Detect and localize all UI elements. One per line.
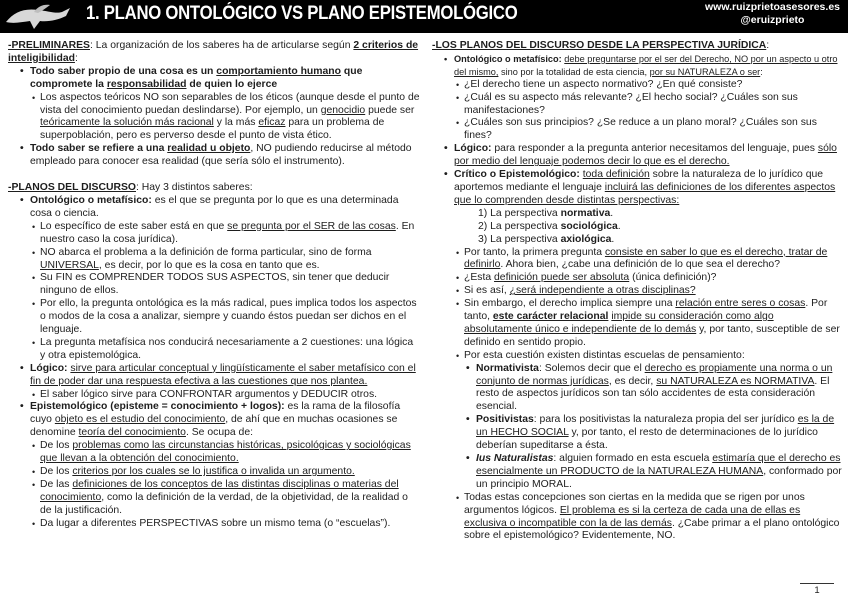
list-item: • De los criterios por los cuales se lo justifica o invalida un argumento. [8, 466, 420, 479]
list-item: • Todo saber se refiere a una realidad u objeto, NO pudiendo reducirse al método empleado para conocer esa realidad (que sería sólo el instrumento). [8, 143, 420, 169]
list-item: • La pregunta metafísica nos conducirá necesariamente a 2 cuestiones: una lógica y otra epistemológica. [8, 337, 420, 363]
list-item: • Su FIN es COMPRENDER TODOS SUS ASPECTOS, sin tener que deducir ninguno de ellos. [8, 272, 420, 298]
planos-intro: -PLANOS DEL DISCURSO: Hay 3 distintos saberes: [8, 182, 253, 194]
right-column [432, 40, 842, 543]
list-item: • Todas estas concepciones son ciertas en la medida que se rigen por unos argumentos lógicos. El problema es si la certeza de cada una de ellas es exclusiva o incompatible con la de las demás. ¿Cabe primar a el plano ontológico sobre el epistemológico? Evidentemente, NO. [432, 492, 842, 544]
twitter-handle: @eruizprieto [740, 14, 805, 26]
list-item: • Normativista: Solemos decir que el derecho es propiamente una norma o un conjunto de normas jurídicas, es decir, su NATURALEZA es NORMATIVA. El resto de aspectos jurídicos son tan sólo accidentes de esta consideración esencial. [432, 363, 842, 415]
page-number: 1 [800, 583, 834, 596]
numbered-item: 1) La perspectiva normativa. [478, 207, 614, 219]
website-text: www.ruizprietoasesores.es [705, 1, 840, 13]
preliminares-intro: -PRELIMINARES: La organización de los saberes ha de articularse según 2 criterios de inteligibilidad: [8, 40, 419, 64]
list-item: • ¿Cuáles son sus principios? ¿Se reduce a un plano moral? ¿Cuáles son sus fines? [432, 117, 842, 143]
numbered-item: 2) La perspectiva sociológica. [478, 220, 621, 232]
list-item: • Por ello, la pregunta ontológica es la más radical, pues implica todos los aspectos o modos de la cosa a analizar, siempre y cuando éstos puedan ser dichos en el lenguaje. [8, 298, 420, 337]
list-item: • ¿Esta definición puede ser absoluta (única definición)? [432, 272, 842, 285]
list-item: • Por esta cuestión existen distintas escuelas de pensamiento: [432, 350, 842, 363]
left-column [8, 40, 420, 531]
list-item: • Lógico: sirve para articular conceptual y lingüísticamente el saber metafísico con el fin de poder dar una respuesta efectiva a las cuestiones que nos plantea. [8, 363, 420, 389]
header-bar [0, 0, 848, 33]
list-item: • De las definiciones de los conceptos de las distintas disciplinas o materias del conocimiento, como la definición de la verdad, de la objetividad, de la realidad o de la justificación. [8, 479, 420, 518]
list-item: • Los aspectos teóricos NO son separables de los éticos (aunque desde el punto de vista del conocimiento puedan deslindarse). Por ejemplo, un genocidio puede ser teóricamente la solución más racional y la más eficaz para un problema de superpoblación, pero es perverso desde el punto de vista ético. [8, 92, 420, 144]
list-item: • Por tanto, la primera pregunta consiste en saber lo que es el derecho, tratar de definirlo. Ahora bien, ¿cabe una definición de lo que sea el derecho? [432, 247, 842, 273]
list-item: • Todo saber propio de una cosa es un comportamiento humano que compromete la responsabilidad de quien lo ejerce [8, 66, 420, 92]
list-item: • Lo específico de este saber está en que se pregunta por el SER de las cosas. En nuestro caso la cosa jurídica). [8, 221, 420, 247]
list-item: • ¿Cuál es su aspecto más relevante? ¿El hecho social? ¿Cuáles son sus manifestaciones? [432, 92, 842, 118]
bird-logo-icon [4, 2, 72, 31]
site-info [705, 1, 840, 27]
list-item: • Crítico o Epistemológico: toda definición sobre la naturaleza de lo jurídico que aportemos mediante el lenguaje incluirá las definiciones de los diferentes aspectos que lo comprenden desde distintas perspectivas: [432, 169, 842, 208]
list-item: • Si es así, ¿será independiente a otras disciplinas? [432, 285, 842, 298]
list-item: • Da lugar a diferentes PERSPECTIVAS sobre un mismo tema (o “escuelas”). [8, 518, 420, 531]
list-item: • Epistemológico (episteme = conocimiento + logos): es la rama de la filosofía cuyo objeto es el estudio del conocimiento, de ahí que en muchas ocasiones se denomine teoría del conocimiento. Se ocupa de: [8, 401, 420, 440]
section-heading: -LOS PLANOS DEL DISCURSO DESDE LA PERSPECTIVA JURÍDICA: [432, 40, 770, 51]
list-item: • Ius Naturalistas: alguien formado en esta escuela estimaría que el derecho es esencialmente un PRODUCTO de la NATURALEZA HUMANA, conformado por un principio MORAL. [432, 453, 842, 492]
list-item: • Positivistas: para los positivistas la naturaleza propia del ser jurídico es la de un HECHO SOCIAL y, por tanto, el resto de determinaciones de lo jurídico deberían supeditarse a ésta. [432, 414, 842, 453]
list-item: • El saber lógico sirve para CONFRONTAR argumentos y DEDUCIR otros. [8, 389, 420, 402]
page-title: 1. PLANO ONTOLÓGICO VS PLANO EPISTEMOLÓGICO [86, 3, 518, 24]
list-item: • Ontológico o metafísico: debe preguntarse por el ser del Derecho, NO por un aspecto u otro del mismo, sino por la totalidad de esta ciencia, por su NATURALEZA o ser: [432, 53, 842, 79]
list-item: • Sin embargo, el derecho implica siempre una relación entre seres o cosas. Por tanto, este carácter relacional impide su consideración como algo absolutamente único e independiente de lo demás y, por tanto, susceptible de ser definido en sentido propio. [432, 298, 842, 350]
list-item: • Lógico: para responder a la pregunta anterior necesitamos del lenguaje, pues sólo por medio del lenguaje podemos decir lo que es el derecho. [432, 143, 842, 169]
list-item: • Ontológico o metafísico: es el que se pregunta por lo que es una determinada cosa o ciencia. [8, 195, 420, 221]
numbered-item: 3) La perspectiva axiológica. [478, 233, 615, 245]
list-item: • NO abarca el problema a la definición de forma particular, sino de forma UNIVERSAL, es decir, por lo que es la cosa en tanto que es. [8, 247, 420, 273]
list-item: • De los problemas como las circunstancias históricas, psicológicas y sociológicas que llevan a la obtención del conocimiento. [8, 440, 420, 466]
list-item: • ¿El derecho tiene un aspecto normativo? ¿En qué consiste? [432, 79, 842, 92]
